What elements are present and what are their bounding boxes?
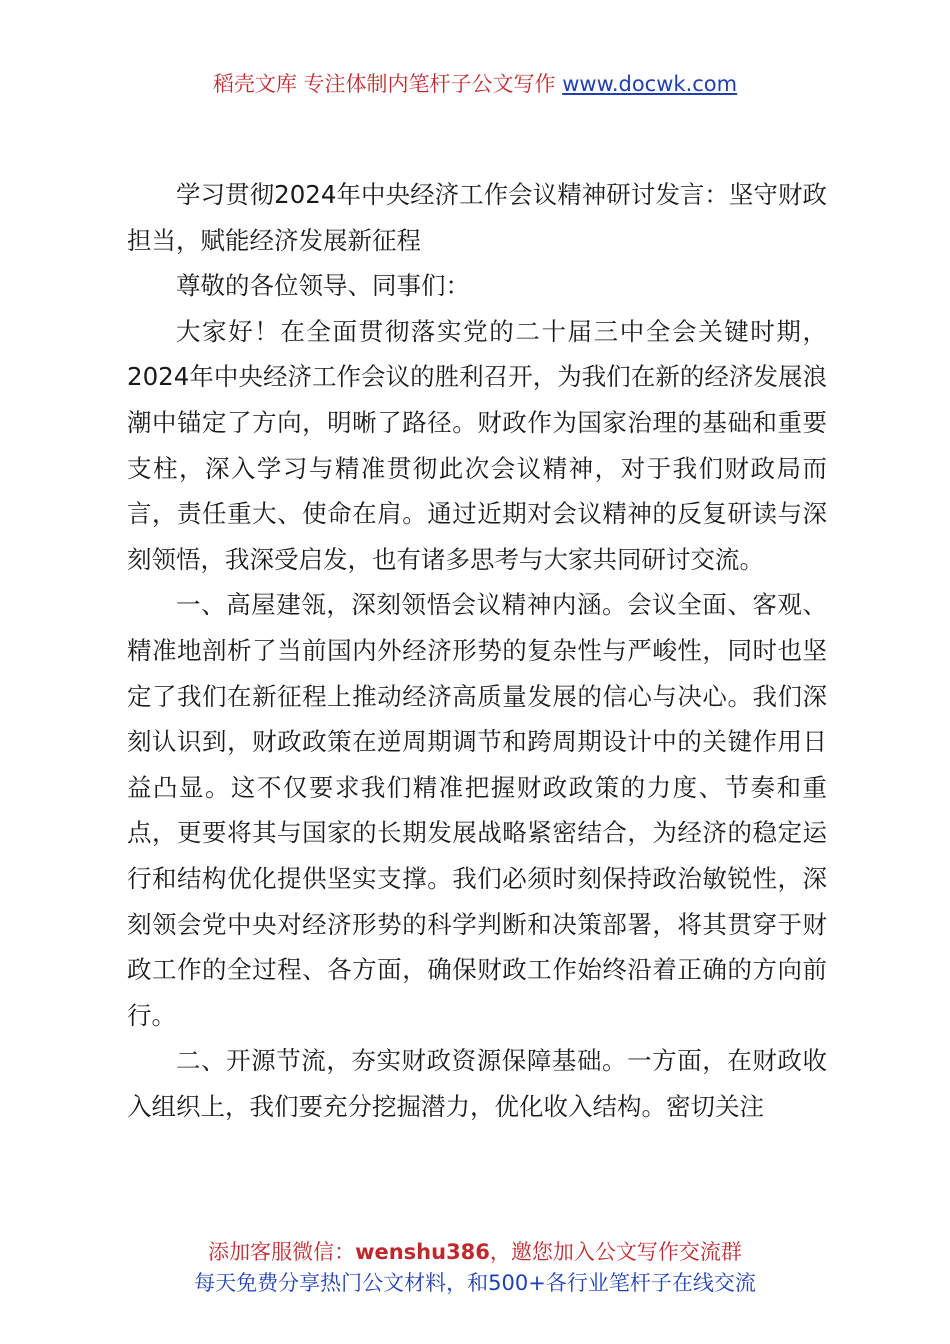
site-link[interactable]: www.docwk.com [562,72,738,96]
body-paragraph: 一、高屋建瓴，深刻领悟会议精神内涵。会议全面、客观、精准地剖析了当前国内外经济形势的复杂性与严峻性，同时也坚定了我们在新征程上推动经济高质量发展的信心与决心。我们深刻认识到，财政政策在逆周期调节和跨周期设计中的关键作用日益凸显。这不仅要求我们精准把握财政政策的力度、节奏和重点，更要将其与国家的长期发展战略紧密结合，为经济的稳定运行和结构优化提供坚实支撑。我们必须时刻保持政治敏锐性，深刻领会党中央对经济形势的科学判断和决策部署，将其贯穿于财政工作的全过程、各方面，确保财政工作始终沿着正确的方向前行。 [127,590,827,1030]
brand-text: 稻壳文库 专注体制内笔杆子公文写作 [212,72,563,96]
footer-contact-suffix: ，邀您加入公文写作交流群 [489,1240,742,1264]
body-paragraph: 大家好！在全面贯彻落实党的二十届三中全会关键时期，2024年中央经济工作会议的胜利召开，为我们在新的经济发展浪潮中锚定了方向，明晰了路径。财政作为国家治理的基础和重要支柱，深入学习与精准贯彻此次会议精神，对于我们财政局而言，责任重大、使命在肩。通过近期对会议精神的反复研读与深刻领悟，我深受启发，也有诸多思考与大家共同研讨交流。 [127,316,827,574]
document-title: 学习贯彻2024年中央经济工作会议精神研讨发言：坚守财政担当，赋能经济发展新征程 [127,180,827,255]
salutation: 尊敬的各位领导、同事们： [176,271,470,301]
footer-banner [0,1237,950,1299]
footer-contact-line [0,1237,950,1268]
wechat-id: wenshu386 [355,1240,490,1264]
body-paragraph: 二、开源节流，夯实财政资源保障基础。一方面，在财政收入组织上，我们要充分挖掘潜力，优化收入结构。密切关注 [127,1046,827,1121]
header-banner [0,68,950,100]
footer-contact-prefix: 添加客服微信： [208,1240,356,1264]
footer-promo-line: 每天免费分享热门公文材料，和500+各行业笔杆子在线交流 [194,1271,756,1295]
document-body [127,172,827,1129]
